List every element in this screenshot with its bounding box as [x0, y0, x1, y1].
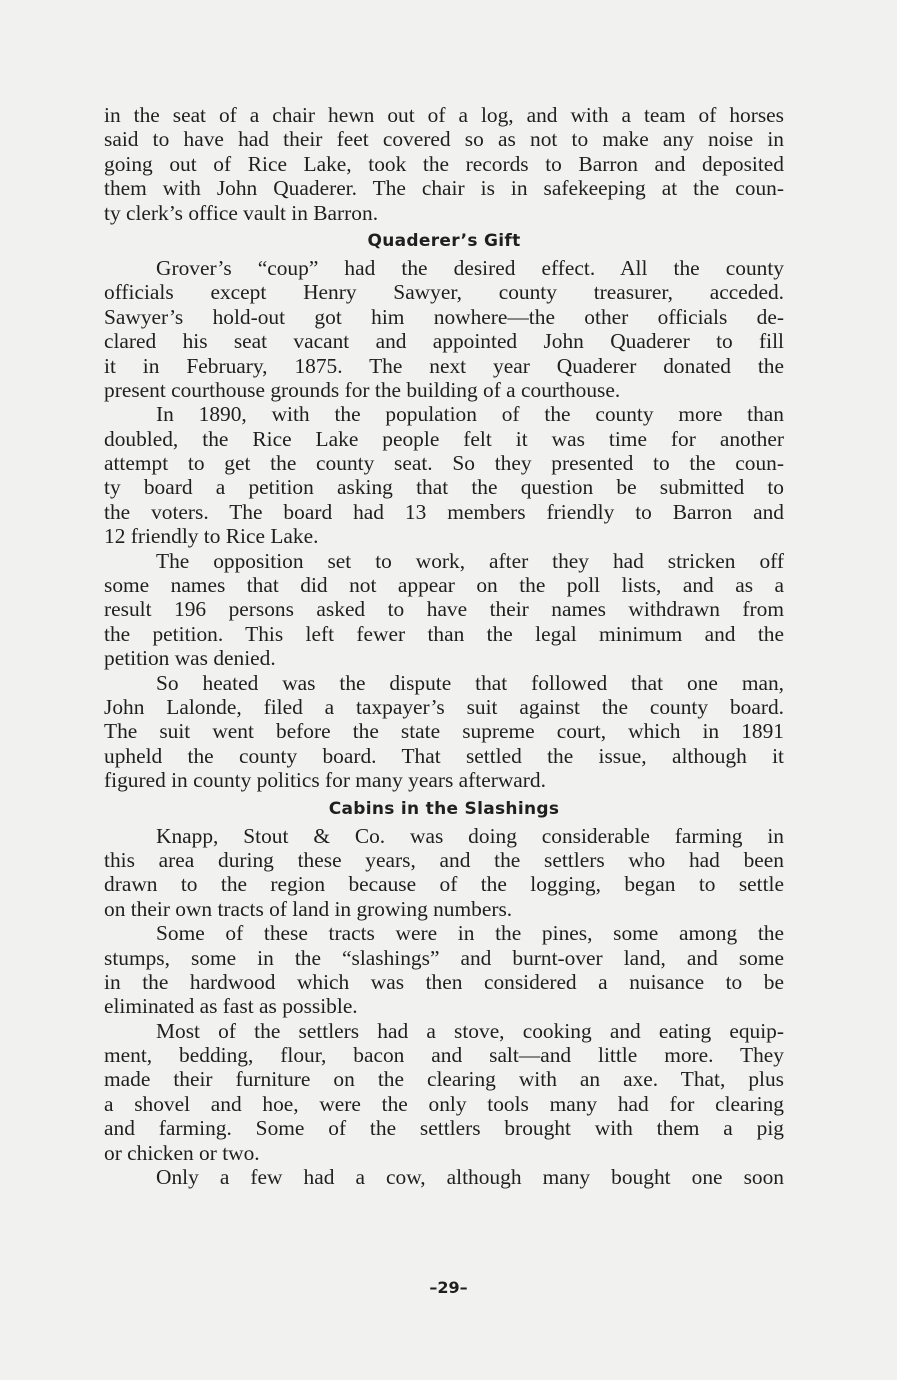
text-line: John Lalonde, filed a taxpayer’s suit against the county board. [104, 694, 784, 719]
text-line: So heated was the dispute that followed that one man, [156, 670, 784, 695]
text-line: present courthouse grounds for the building of a courthouse. [104, 377, 621, 402]
text-line: figured in county politics for many years afterward. [104, 768, 546, 793]
text-line: said to have had their feet covered so as not to make any noise in [104, 127, 784, 152]
text-line: Sawyer’s hold-out got him nowhere—the other officials de- [104, 304, 784, 329]
section-heading-cabins-in-the-slashings: Cabins in the Slashings [328, 798, 560, 819]
text-line: this area during these years, and the settlers who had been [104, 847, 784, 872]
text-line: or chicken or two. [104, 1140, 260, 1165]
text-line: attempt to get the county seat. So they presented to the coun- [104, 451, 784, 476]
text-line: and farming. Some of the settlers brought with them a pig [104, 1116, 784, 1141]
text-line: eliminated as fast as possible. [104, 994, 358, 1019]
text-line: In 1890, with the population of the county more than [156, 402, 784, 427]
text-line: petition was denied. [104, 646, 276, 671]
text-line: The suit went before the state supreme court, which in 1891 [104, 719, 784, 744]
text-line: the voters. The board had 13 members friendly to Barron and [104, 499, 784, 524]
section-heading-quaderers-gift: Quaderer’s Gift [367, 230, 521, 251]
body-text [104, 103, 784, 1189]
text-line: 12 friendly to Rice Lake. [104, 524, 319, 549]
text-line: ment, bedding, flour, bacon and salt—and little more. They [104, 1043, 784, 1068]
text-line: doubled, the Rice Lake people felt it was time for another [104, 426, 784, 451]
text-line: The opposition set to work, after they had stricken off [156, 548, 784, 573]
page-number: –29– [429, 1278, 468, 1297]
text-line: made their furniture on the clearing with an axe. That, plus [104, 1067, 784, 1092]
text-line: Knapp, Stout & Co. was doing considerable farming in [156, 823, 784, 848]
text-line: on their own tracts of land in growing numbers. [104, 896, 513, 921]
text-line: clared his seat vacant and appointed John Quaderer to fill [104, 329, 784, 354]
text-line: them with John Quaderer. The chair is in safekeeping at the coun- [104, 176, 784, 201]
text-line: going out of Rice Lake, took the records to Barron and deposited [104, 151, 784, 176]
text-line: ty clerk’s office vault in Barron. [104, 200, 379, 225]
text-line: drawn to the region because of the logging, began to settle [104, 872, 784, 897]
text-line: in the hardwood which was then considered a nuisance to be [104, 969, 784, 994]
text-line: upheld the county board. That settled the issue, although it [104, 743, 784, 768]
text-line: Grover’s “coup” had the desired effect. All the county [156, 255, 784, 280]
text-line: in the seat of a chair hewn out of a log, and with a team of horses [104, 103, 784, 127]
text-line: stumps, some in the “slashings” and burnt-over land, and some [104, 945, 784, 970]
text-line: result 196 persons asked to have their names withdrawn from [104, 597, 784, 622]
text-line: officials except Henry Sawyer, county treasurer, acceded. [104, 280, 784, 305]
text-line: the petition. This left fewer than the legal minimum and the [104, 621, 784, 646]
text-line: ty board a petition asking that the question be submitted to [104, 475, 784, 500]
text-line: Only a few had a cow, although many bought one soon [156, 1165, 784, 1190]
text-line: Some of these tracts were in the pines, some among the [156, 921, 784, 946]
text-line: some names that did not appear on the poll lists, and as a [104, 573, 784, 598]
text-line: a shovel and hoe, were the only tools many had for clearing [104, 1091, 784, 1116]
text-line: it in February, 1875. The next year Quaderer donated the [104, 353, 784, 378]
text-line: Most of the settlers had a stove, cooking and eating equip- [156, 1018, 784, 1043]
